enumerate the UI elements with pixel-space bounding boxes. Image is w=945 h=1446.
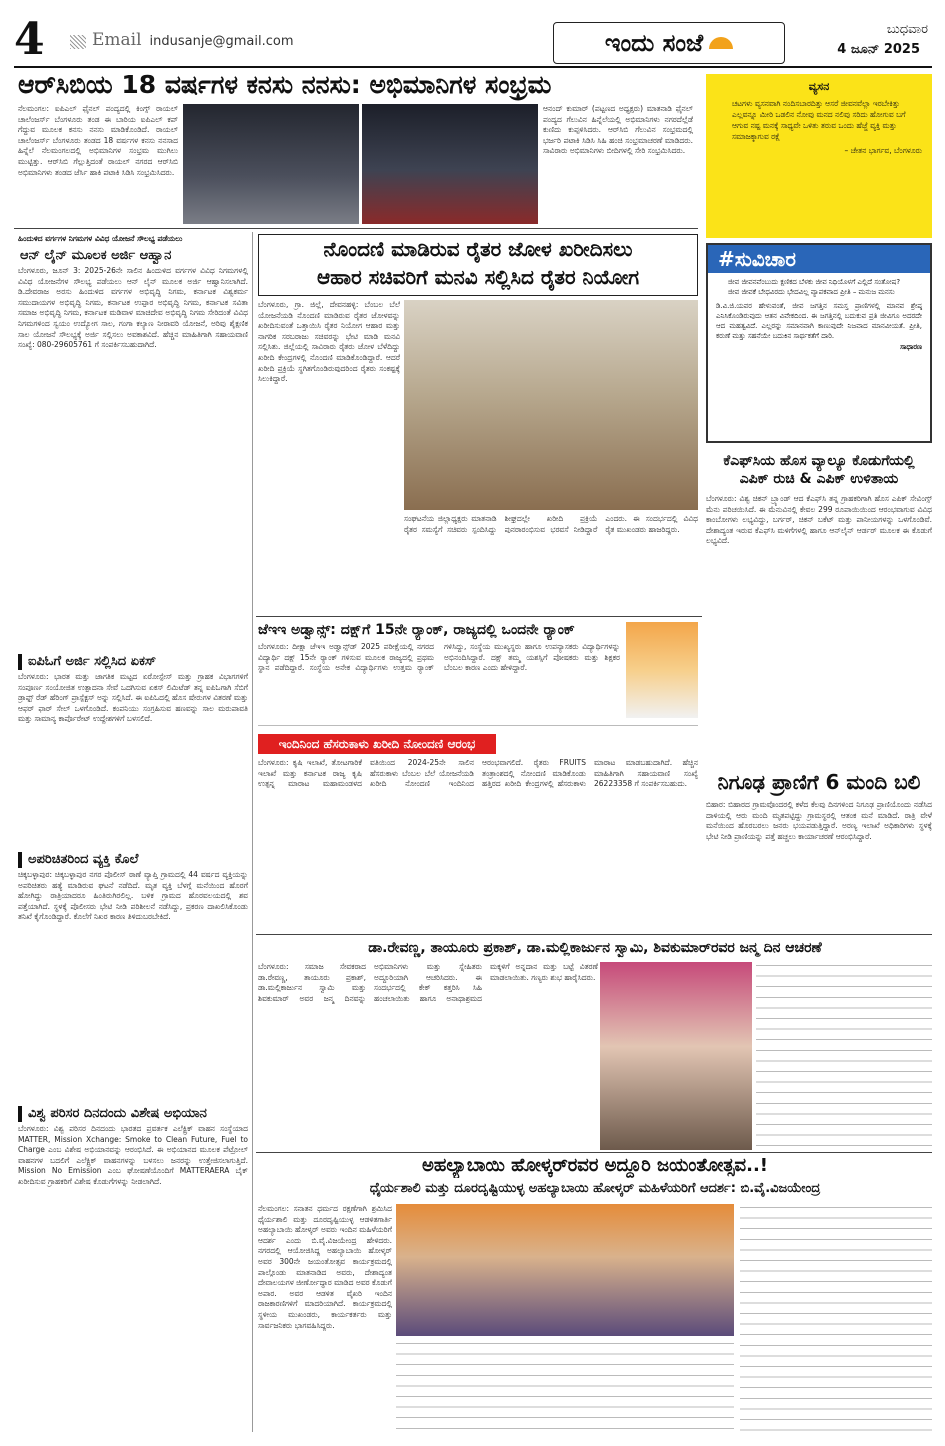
- rcb-right-text: ಆನಂದ್ ಕುಮಾರ್ (ಪಟ್ಟಣದ ಅಧ್ಯಕ್ಷರು) ಮಾತನಾಡಿ ಫೈನಲ್ ಪಂದ್ಯದ ಗೆಲುವಿನ ಹಿನ್ನೆಲೆಯಲ್ಲಿ ಅಭಿಮಾನಿಗಳು ನಗರದೆಲ್ಲೆಡೆ ಕುಣಿದು ಕುಪ್ಪಳಿಸಿದರು. ಆರ್‌ಸಿಬಿ ಗೆಲುವಿನ ಸಂಭ್ರಮದಲ್ಲಿ ಭರ್ಜರಿ ಪಟಾಕಿ ಸಿಡಿಸಿ ಸಿಹಿ ಹಂಚಿ ಸಂಭ್ರಮಾಚರಣೆ ಮಾಡಿದರು. ಸಾವಿರಾರು ಅಭಿಮಾನಿಗಳು ಬೀದಿಗಳಲ್ಲಿ ಸೇರಿ ಸಂಭ್ರಮಿಸಿದರು.: [543, 104, 693, 156]
- email-label: Email: [92, 30, 142, 50]
- email-address: indusanje@gmail.com: [149, 34, 294, 49]
- kfc-text: ಬೆಂಗಳೂರು: ವಿಶ್ವ ಚಿಕನ್ ಬ್ರ್ಯಾಂಡ್ ಆದ ಕೆಎಫ್‌ಸಿ ತನ್ನ ಗ್ರಾಹಕರಿಗಾಗಿ ಹೊಸ ಎಪಿಕ್ ಸೇವಿಂಗ್ಸ್ ಮೆನು ಪರಿಚಯಿಸಿದೆ. ಈ ಮೆನುವಿನಲ್ಲಿ ಕೇವಲ 299 ರೂಪಾಯಿಯಿಂದ ಆರಂಭವಾಗುವ ವಿವಿಧ ಕಾಂಬೋಗಳು ಲಭ್ಯವಿದ್ದು, ಬರ್ಗರ್, ಚಿಕನ್ ಬಕೆಟ್ ಮತ್ತು ಪಾನೀಯಗಳನ್ನು ಒಳಗೊಂಡಿವೆ. ದೇಶಾದ್ಯಂತ ಇರುವ ಕೆಎಫ್‌ಸಿ ಮಳಿಗೆಗಳಲ್ಲಿ ಹಾಗೂ ಆನ್‌ಲೈನ್ ಆರ್ಡರ್ ಮೂಲಕ ಈ ಕೊಡುಗೆ ಲಭ್ಯವಿದೆ.: [706, 494, 932, 546]
- kfc-headline-1: ಕೆಎಫ್‌ಸಿಯ ಹೊಸ ವ್ಯಾಲ್ಯೂ ಕೊಡುಗೆಯಲ್ಲಿ: [723, 453, 915, 469]
- jobs-kicker: ಹಿಂದುಳಿದ ವರ್ಗಗಳ ನಿಗಮಗಳ ವಿವಿಧ ಯೋಜನೆ ಸೌಲಭ್ಯ ಪಡೆಯಲು: [18, 234, 183, 243]
- stampede-headline: ನಿಗೂಢ ಪ್ರಾಣಿಗೆ 6 ಮಂದಿ ಬಲಿ: [717, 770, 921, 794]
- rcb-photo-street: [362, 104, 538, 224]
- moong-headline: ಇಂದಿನಿಂದ ಹೆಸರುಕಾಳು ಖರೀದಿ ನೋಂದಣಿ ಆರಂಭ: [258, 734, 496, 754]
- environment-text: ಬೆಂಗಳೂರು: ವಿಶ್ವ ಪರಿಸರ ದಿನದಂದು ಭಾರತದ ಪ್ರವರ್ತಕ ಎಲೆಕ್ಟ್ರಿಕ್ ವಾಹನ ಸಂಸ್ಥೆಯಾದ MATTER, Mission Xchange: Smoke to Clean Future, Fuel to Charge ಎಂಬ ವಿಶೇಷ ಅಭಿಯಾನವನ್ನು ಆರಂಭಿಸಿದೆ. ಈ ಅಭಿಯಾನದ ಮೂಲಕ ಪೆಟ್ರೋಲ್ ವಾಹನಗಳ ಬದಲಿಗೆ ಎಲೆಕ್ಟ್ರಿಕ್ ವಾಹನಗಳನ್ನು ಬಳಸಲು ಜನರನ್ನು ಉತ್ತೇಜಿಸಲಾಗುತ್ತಿದೆ. Mission No Emission ಎಂಬ ಘೋಷಣೆಯೊಂದಿಗೆ MATTERAERA ಬೈಕ್ ಖರೀದಿಸುವ ಗ್ರಾಹಕರಿಗೆ ವಿಶೇಷ ಕೊಡುಗೆಗಳನ್ನು ನೀಡಲಾಗಿದೆ.: [18, 1124, 248, 1186]
- ahalya-text-right: [740, 1204, 932, 1434]
- pattern-icon: [70, 35, 86, 49]
- ahalya-text: ನೆಲಮಂಗಲ: ಸನಾತನ ಧರ್ಮದ ರಕ್ಷಣೆಗಾಗಿ ಶ್ರಮಿಸಿದ ಧೈರ್ಯಶಾಲಿ ಮತ್ತು ದೂರದೃಷ್ಟಿಯುಳ್ಳ ಆಡಳಿತಗಾರ್ತಿ ಅಹಲ್ಯಾಬಾಯಿ ಹೋಳ್ಕರ್ ಅವರು ಇಂದಿನ ಮಹಿಳೆಯರಿಗೆ ಆದರ್ಶ ಎಂದು ಬಿ.ವೈ.ವಿಜಯೇಂದ್ರ ಹೇಳಿದರು. ನಗರದಲ್ಲಿ ಆಯೋಜಿಸಿದ್ದ ಅಹಲ್ಯಾಬಾಯಿ ಹೋಳ್ಕರ್ ಅವರ 300ನೇ ಜಯಂತೋತ್ಸವ ಕಾರ್ಯಕ್ರಮದಲ್ಲಿ ಪಾಲ್ಗೊಂಡು ಮಾತನಾಡಿದ ಅವರು, ದೇಶಾದ್ಯಂತ ದೇವಾಲಯಗಳ ಜೀರ್ಣೋದ್ಧಾರ ಮಾಡಿದ ಅವರ ಕೊಡುಗೆ ಅಪಾರ. ಅವರ ಆಡಳಿತ ವೈಖರಿ ಇಂದಿನ ರಾಜಕಾರಣಿಗಳಿಗೆ ಮಾದರಿಯಾಗಿದೆ. ಕಾರ್ಯಕ್ರಮದಲ್ಲಿ ಸ್ಥಳೀಯ ಮುಖಂಡರು, ಕಾರ್ಯಕರ್ತರು ಮತ್ತು ಸಾರ್ವಜನಿಕರು ಭಾಗವಹಿಸಿದ್ದರು.: [258, 1204, 392, 1330]
- jee-headline: ಜೆಇಇ ಅಡ್ವಾನ್ಸ್: ದಕ್ಷ್‌ಗೆ 15ನೇ ರ‍್ಯಾಂಕ್, ರಾಜ್ಯದಲ್ಲಿ ಒಂದನೇ ರ‍್ಯಾಂಕ್: [258, 622, 575, 638]
- kfc-headline: [706, 452, 932, 488]
- jobs-title: ಆನ್ ಲೈನ್ ಮೂಲಕ ಅರ್ಜಿ ಆಹ್ವಾನ: [20, 248, 172, 263]
- murder-text: ಚಿಕ್ಕಬಳ್ಳಾಪುರ: ಚಿಕ್ಕಬಳ್ಳಾಪುರ ನಗರ ಪೊಲೀಸ್ ಠಾಣೆ ವ್ಯಾಪ್ತಿ ಗ್ರಾಮದಲ್ಲಿ 44 ವರ್ಷದ ವ್ಯಕ್ತಿಯನ್ನು ಅಪರಿಚಿತರು ಹತ್ಯೆ ಮಾಡಿರುವ ಘಟನೆ ನಡೆದಿದೆ. ಮೃತ ವ್ಯಕ್ತಿ ಬೆಳಗ್ಗೆ ಮನೆಯಿಂದ ಹೊರಗೆ ಹೋಗಿದ್ದು ರಾತ್ರಿಯಾದರೂ ಹಿಂತಿರುಗಿರಲಿಲ್ಲ. ಬಳಿಕ ಗ್ರಾಮದ ಹೊರವಲಯದಲ್ಲಿ ಶವ ಪತ್ತೆಯಾಗಿದೆ. ಸ್ಥಳಕ್ಕೆ ಪೊಲೀಸರು ಭೇಟಿ ನೀಡಿ ಪರಿಶೀಲನೆ ನಡೆಸಿದ್ದು, ಪ್ರಕರಣ ದಾಖಲಿಸಿಕೊಂಡು ತನಿಖೆ ಕೈಗೊಂಡಿದ್ದಾರೆ. ಕೊಲೆಗೆ ನಿಖರ ಕಾರಣ ತಿಳಿದುಬರಬೇಕಿದೆ.: [18, 870, 248, 922]
- vyasana-poem: ಚಟಗಳು ವ್ಯಸನವಾಗಿ ನಂದಿಸಬಾರದಿತ್ತು ಆಸರೆ ಜೀವನವೆಲ್ಲಾ ಇರಬೇಕಿತ್ತು ಎಲ್ಲವನ್ನೂ ಮೀರಿ ಒಡಲಿನ ನೋವು ಮನದ ನಲಿವು ಸರಿದು ಹೋಗುವ ಬಗೆ ಆಗುವ ನಷ್ಟ ಮನಕ್ಕೆ ಸಾಧ್ಯವೇ ಒಳಿತು ತರುವ ಒಂದು ಹೆಜ್ಜೆ ವ್ಯಕ್ತಿ ಮತ್ತು ಸಮಾಜಕ್ಕಾಗುವ ರಕ್ಷೆ: [732, 99, 906, 141]
- jobs-text: ಬೆಂಗಳೂರು, ಜೂನ್ 3: 2025-26ನೇ ಸಾಲಿನ ಹಿಂದುಳಿದ ವರ್ಗಗಳ ವಿವಿಧ ನಿಗಮಗಳಲ್ಲಿ ವಿವಿಧ ಯೋಜನೆಗಳ ಸೌಲಭ್ಯ ಪಡೆಯಲು ಆನ್ ಲೈನ್ ಮೂಲಕ ಅರ್ಜಿ ಆಹ್ವಾನಿಸಲಾಗಿದೆ. ಡಿ.ದೇವರಾಜ ಅರಸು ಹಿಂದುಳಿದ ವರ್ಗಗಳ ಅಭಿವೃದ್ಧಿ ನಿಗಮ, ಕರ್ನಾಟಕ ವಿಶ್ವಕರ್ಮ ಸಮುದಾಯಗಳ ಅಭಿವೃದ್ಧಿ ನಿಗಮ, ಕರ್ನಾಟಕ ಉಪ್ಪಾರ ಅಭಿವೃದ್ಧಿ ನಿಗಮ, ಕರ್ನಾಟಕ ಸವಿತಾ ಸಮಾಜ ಅಭಿವೃದ್ಧಿ ನಿಗಮ, ಕರ್ನಾಟಕ ಮಡಿವಾಳ ಮಾಚಿದೇವ ಅಭಿವೃದ್ಧಿ ನಿಗಮ ಸೇರಿದಂತೆ ವಿವಿಧ ನಿಗಮಗಳಿಂದ ಸ್ವಯಂ ಉದ್ಯೋಗ ಸಾಲ, ಗಂಗಾ ಕಲ್ಯಾಣ ನೀರಾವರಿ ಯೋಜನೆ, ಅರಿವು ಶೈಕ್ಷಣಿಕ ಸಾಲ ಯೋಜನೆ ಸೌಲಭ್ಯಕ್ಕೆ ಅರ್ಜಿ ಸಲ್ಲಿಸಲು ಅವಕಾಶವಿದೆ. ಹೆಚ್ಚಿನ ಮಾಹಿತಿಗಾಗಿ ಸಹಾಯವಾಣಿ ಸಂಖ್ಯೆ: 080-29605761 ಗೆ ಸಂಪರ್ಕಿಸಬಹುದಾಗಿದೆ.: [18, 266, 248, 350]
- newspaper-logo: [553, 22, 785, 64]
- date-label: 4 ಜೂನ್ 2025: [837, 42, 920, 57]
- environment-title: ವಿಶ್ವ ಪರಿಸರ ದಿನದಂದು ವಿಶೇಷ ಅಭಿಯಾನ: [18, 1106, 248, 1122]
- rcb-headline: ಆರ್‌ಸಿಬಿಯ 18 ವರ್ಷಗಳ ಕನಸು ನನಸು: ಅಭಿಮಾನಿಗಳ ಸಂಭ್ರಮ: [18, 70, 552, 99]
- farmers-text-bottom: ಸಂಘಟನೆಯ ಜಿಲ್ಲಾಧ್ಯಕ್ಷರು ಮಾತನಾಡಿ ರೈತರ ಸಮಸ್ಯೆಗೆ ಸಚಿವರು ಸ್ಪಂದಿಸಿದ್ದು ಶೀಘ್ರದಲ್ಲೇ ಖರೀದಿ ಪ್ರಕ್ರಿಯೆ ಪುನರಾರಂಭಿಸುವ ಭರವಸೆ ನೀಡಿದ್ದಾರೆ ಎಂದರು. ಈ ಸಂದರ್ಭದಲ್ಲಿ ವಿವಿಧ ರೈತ ಮುಖಂಡರು ಹಾಜರಿದ್ದರು.: [404, 514, 698, 534]
- suvichara-box: [706, 243, 932, 443]
- mid-divider: [256, 934, 932, 935]
- suvichara-poem: ಜೀವ ಜೀವನವೆಂಬುದು ಕ್ಷಣಿಕದ ಬೆಳಕು ಜೀವ ನಿಧಿಯೊಳಗೆ ಎಲ್ಲಿದೆ ಸಂತೋಷ? ಜೀವ ಜೀವಕೆ ಬೇಧವಿರದು ಭೇದವಿಲ್ಲ ವ್ಯಾಪಕವಾದ ಪ್ರೀತಿ – ಮನುಜ ಮನಸು: [728, 278, 901, 296]
- ahalya-photo: [396, 1204, 734, 1336]
- email-line: [70, 30, 293, 50]
- suvichara-title: #ಸುವಿಚಾರ: [708, 245, 930, 273]
- page-number: 4: [14, 18, 45, 62]
- logo-text: ಇಂದು ಸಂಜೆ: [604, 29, 704, 57]
- rcb-photo-crowd: [183, 104, 359, 224]
- birthday-photo: [600, 962, 752, 1150]
- suvichara-credit: ಸಾಧಾರಣ: [900, 343, 922, 351]
- birthday-headline: ಡಾ.ರೇವಣ್ಣ, ತಾಯೂರು ಪ್ರಕಾಶ್, ಡಾ.ಮಲ್ಲಿಕಾರ್ಜುನ ಸ್ವಾಮಿ, ಶಿವಕುಮಾರ್‌ರವರ ಜನ್ಮ ದಿನ ಆಚರಣೆ: [368, 940, 822, 956]
- vyasana-box: [706, 74, 932, 238]
- vyasana-title: ವ್ಯಸನ: [808, 80, 830, 93]
- day-label: ಬುಧವಾರ: [886, 22, 928, 37]
- jee-text: ಬೆಂಗಳೂರು: ದೀಕ್ಷಾ ಜೆಇಇ ಅಡ್ವಾನ್ಸ್‌ಡ್ 2025 ಪರೀಕ್ಷೆಯಲ್ಲಿ ನಗರದ ವಿದ್ಯಾರ್ಥಿ ದಕ್ಷ್ 15ನೇ ರ‍್ಯಾಂಕ್ ಗಳಿಸುವ ಮೂಲಕ ರಾಜ್ಯದಲ್ಲಿ ಪ್ರಥಮ ಸ್ಥಾನ ಪಡೆದಿದ್ದಾರೆ. ಸಂಸ್ಥೆಯ ಅನೇಕ ವಿದ್ಯಾರ್ಥಿಗಳು ಉತ್ತಮ ರ‍್ಯಾಂಕ್ ಗಳಿಸಿದ್ದು, ಸಂಸ್ಥೆಯ ಮುಖ್ಯಸ್ಥರು ಹಾಗೂ ಉಪನ್ಯಾಸಕರು ವಿದ್ಯಾರ್ಥಿಗಳನ್ನು ಅಭಿನಂದಿಸಿದ್ದಾರೆ. ದಕ್ಷ್ ತಮ್ಮ ಯಶಸ್ಸಿಗೆ ಪೋಷಕರು ಮತ್ತು ಶಿಕ್ಷಕರ ಬೆಂಬಲ ಕಾರಣ ಎಂದು ಹೇಳಿದ್ದಾರೆ.: [258, 642, 620, 673]
- farmers-text: ಬೆಂಗಳೂರು, ಗ್ರಾ. ಜಿಲ್ಲೆ, ದೇವನಹಳ್ಳಿ: ಬೆಂಬಲ ಬೆಲೆ ಯೋಜನೆಯಡಿ ನೊಂದಣಿ ಮಾಡಿರುವ ರೈತರ ಜೋಳವನ್ನು ಖರೀದಿಸುವಂತೆ ಒತ್ತಾಯಿಸಿ ರೈತರ ನಿಯೋಗ ಆಹಾರ ಮತ್ತು ನಾಗರಿಕ ಸರಬರಾಜು ಸಚಿವರನ್ನು ಭೇಟಿ ಮಾಡಿ ಮನವಿ ಸಲ್ಲಿಸಿತು. ಜಿಲ್ಲೆಯಲ್ಲಿ ಸಾವಿರಾರು ರೈತರು ಜೋಳ ಬೆಳೆದಿದ್ದು ಖರೀದಿ ಕೇಂದ್ರಗಳಲ್ಲಿ ನೊಂದಣಿ ಮಾಡಿಕೊಂಡಿದ್ದಾರೆ. ಆದರೆ ಖರೀದಿ ಪ್ರಕ್ರಿಯೆ ಸ್ಥಗಿತಗೊಂಡಿರುವುದರಿಂದ ರೈತರು ಸಂಕಷ್ಟಕ್ಕೆ ಸಿಲುಕಿದ್ದಾರೆ.: [258, 300, 400, 384]
- jee-text-continued: [258, 722, 698, 730]
- vyasana-credit: – ಚೇತನ ಭಾರ್ಗವ, ಬೆಂಗಳೂರು: [844, 146, 922, 155]
- rcb-left-text: ನೆಲಮಂಗಲ: ಐಪಿಎಲ್ ಫೈನಲ್ ಪಂದ್ಯದಲ್ಲಿ ಕಿಂಗ್ಸ್ ರಾಯಲ್ ಚಾಲೆಂಜರ್ಸ್ ಬೆಂಗಳೂರು ತಂಡ ಈ ಬಾರಿಯ ಐಪಿಎಲ್ ಕಪ್ ಗೆದ್ದುವ ಮೂಲಕ ಕನಸು ನನಸು ಮಾಡಿಕೊಂಡಿದೆ. ರಾಯಲ್ ಚಾಲೆಂಜರ್ಸ್ ಬೆಂಗಳೂರು ತಂಡದ 18 ವರ್ಷಗಳ ಕನಸು ನನಸಾದ ಹಿನ್ನೆಲೆ ನೆಲಮಂಗಲದಲ್ಲಿ ಅಭಿಮಾನಿಗಳ ಸಂಭ್ರಮ ಮುಗಿಲು ಮುಟ್ಟಿತ್ತು. ಆರ್‌ಸಿಬಿ ಗೆಲ್ಲುತ್ತಿದಂತೆ ರಾಯಲ್ ನಗರದ ಆರ್‌ಸಿಬಿ ಅಭಿಮಾನಿಗಳು ತಂಡದ ಜೆರ್ಸಿ ಹಾಕಿ ಪಟಾಕಿ ಸಿಡಿಸಿ ಸಂಭ್ರಮಿಸಿದರು.: [18, 104, 178, 177]
- ipo-title: ಐಪಿಓಗೆ ಅರ್ಜಿ ಸಲ್ಲಿಸಿದ ಏಕಸ್: [18, 654, 248, 670]
- left-column-divider: [252, 232, 253, 1432]
- birthday-text: ಬೆಂಗಳೂರು: ಸಮಾಜ ಸೇವಕರಾದ ಡಾ.ರೇವಣ್ಣ, ತಾಯೂರು ಪ್ರಕಾಶ್, ಡಾ.ಮಲ್ಲಿಕಾರ್ಜುನ ಸ್ವಾಮಿ ಮತ್ತು ಶಿವಕುಮಾರ್ ಅವರ ಜನ್ಮ ದಿನವನ್ನು ಅಭಿಮಾನಿಗಳು ಮತ್ತು ಸ್ನೇಹಿತರು ಅದ್ದೂರಿಯಾಗಿ ಆಚರಿಸಿದರು. ಈ ಸಂದರ್ಭದಲ್ಲಿ ಕೇಕ್ ಕತ್ತರಿಸಿ ಸಿಹಿ ಹಂಚಲಾಯಿತು ಹಾಗೂ ಅನಾಥಾಶ್ರಮದ ಮಕ್ಕಳಿಗೆ ಅನ್ನದಾನ ಮತ್ತು ಬಟ್ಟೆ ವಿತರಣೆ ಮಾಡಲಾಯಿತು. ಗಣ್ಯರು ಶುಭ ಹಾರೈಸಿದರು.: [258, 962, 598, 1003]
- farmers-headline-1: ನೊಂದಣಿ ಮಾಡಿರುವ ರೈತರ ಜೋಳ ಖರೀದಿಸಲು: [323, 237, 633, 261]
- ahalya-text-lower: [396, 1340, 734, 1434]
- ahalya-headline-1: ಅಹಲ್ಯಾಬಾಯಿ ಹೋಳ್ಕರ್‌ರವರ ಅದ್ದೂರಿ ಜಯಂತೋತ್ಸವ..!: [421, 1155, 769, 1176]
- birthday-text-continued: [756, 962, 932, 1146]
- farmers-headline-box: [258, 234, 698, 296]
- birthday-divider: [256, 1152, 932, 1153]
- ipo-text: ಬೆಂಗಳೂರು: ಭಾರತ ಮತ್ತು ಜಾಗತಿಕ ಮಟ್ಟದ ಏರೋಸ್ಪೇಸ್ ಮತ್ತು ಗ್ರಾಹಕ ವಿಭಾಗಗಳಿಗೆ ಸಂಪೂರ್ಣ ಸಂಯೋಜಿತ ಉತ್ಪಾದನಾ ಸೇವೆ ಒದಗಿಸುವ ಏಕಸ್ ಲಿಮಿಟೆಡ್ ತನ್ನ ಐಪಿಓಗಾಗಿ ಸೆಬಿಗೆ ಡ್ರಾಫ್ಟ್ ರೆಡ್ ಹೆರಿಂಗ್ ಪ್ರಾಸ್ಪೆಕ್ಟಸ್ ಅನ್ನು ಸಲ್ಲಿಸಿದೆ. ಈ ಐಪಿಓದಲ್ಲಿ ಹೊಸ ಷೇರುಗಳ ವಿತರಣೆ ಮತ್ತು ಆಫರ್ ಫಾರ್ ಸೇಲ್ ಒಳಗೊಂಡಿದೆ. ಕಂಪನಿಯು ಸಂಗ್ರಹಿಸುವ ಹಣವನ್ನು ಸಾಲ ಮರುಪಾವತಿ ಮತ್ತು ಸಾಮಾನ್ಯ ಕಾರ್ಪೊರೇಟ್ ಉದ್ದೇಶಗಳಿಗೆ ಬಳಸಲಿದೆ.: [18, 672, 248, 724]
- murder-title: ಅಪರಿಚಿತರಿಂದ ವ್ಯಕ್ತಿ ಕೊಲೆ: [18, 852, 248, 868]
- jee-student-photo: [626, 622, 698, 718]
- sun-icon: [709, 37, 733, 49]
- kfc-headline-2: ಎಪಿಕ್ ರುಚಿ & ಎಪಿಕ್ ಉಳಿತಾಯ: [739, 471, 899, 487]
- farmers-divider: [256, 616, 702, 617]
- rcb-divider: [14, 228, 698, 229]
- suvichara-body: ಡಿ.ವಿ.ಜಿ.ಯವರ ಹೇಳುವಂತೆ, ಜೀವ ಜಗತ್ತಿನ ಸಮಸ್ತ ಪ್ರಾಣಿಗಳಲ್ಲಿ ಮಾನವ ಶ್ರೇಷ್ಠ ಎನಿಸಿಕೊಂಡಿರುವುದು ಆತನ ವಿವೇಕದಿಂದ. ಈ ಜಗತ್ತಿನಲ್ಲಿ ಬದುಕುವ ಪ್ರತಿ ಜೀವಿಗೂ ಅದರದೇ ಆದ ಮಹತ್ವವಿದೆ. ಎಲ್ಲರನ್ನು ಸಮಾನವಾಗಿ ಕಾಣುವುದೇ ನಿಜವಾದ ಮಾನವೀಯತೆ. ಪ್ರೀತಿ, ಕರುಣೆ ಮತ್ತು ಸಹನೆಯೇ ಬದುಕಿನ ಸಾರ್ಥಕತೆಗೆ ದಾರಿ.: [716, 302, 922, 340]
- ahalya-headline-2: ಧೈರ್ಯಶಾಲಿ ಮತ್ತು ದೂರದೃಷ್ಟಿಯುಳ್ಳ ಅಹಲ್ಯಾಬಾಯಿ ಹೋಳ್ಕರ್ ಮಹಿಳೆಯರಿಗೆ ಆದರ್ಶ: ಬಿ.ವೈ.ವಿಜಯೇಂದ್ರ: [369, 1181, 821, 1196]
- stampede-text: ಬಿಹಾರ: ಬಿಹಾರದ ಗ್ರಾಮವೊಂದರಲ್ಲಿ ಕಳೆದ ಕೆಲವು ದಿನಗಳಿಂದ ನಿಗೂಢ ಪ್ರಾಣಿಯೊಂದು ನಡೆಸಿದ ದಾಳಿಯಲ್ಲಿ ಆರು ಮಂದಿ ಮೃತಪಟ್ಟಿದ್ದು ಗ್ರಾಮಸ್ಥರಲ್ಲಿ ಆತಂಕ ಮನೆ ಮಾಡಿದೆ. ರಾತ್ರಿ ವೇಳೆ ಮನೆಯಿಂದ ಹೊರಬರಲು ಜನರು ಭಯಪಡುತ್ತಿದ್ದಾರೆ. ಅರಣ್ಯ ಇಲಾಖೆ ಅಧಿಕಾರಿಗಳು ಸ್ಥಳಕ್ಕೆ ಭೇಟಿ ನೀಡಿ ಪ್ರಾಣಿಯನ್ನು ಪತ್ತೆ ಹಚ್ಚಲು ಕಾರ್ಯಾಚರಣೆ ಆರಂಭಿಸಿದ್ದಾರೆ.: [706, 800, 932, 841]
- moong-text: ಬೆಂಗಳೂರು: ಕೃಷಿ ಇಲಾಖೆ, ತೋಟಗಾರಿಕೆ ಇಲಾಖೆ ಮತ್ತು ಕರ್ನಾಟಕ ರಾಜ್ಯ ಕೃಷಿ ಉತ್ಪನ್ನ ಮಾರಾಟ ಮಹಾಮಂಡಳದ ವತಿಯಿಂದ 2024-25ನೇ ಸಾಲಿನ ಹೆಸರುಕಾಳು ಬೆಂಬಲ ಬೆಲೆ ಯೋಜನೆಯಡಿ ಖರೀದಿ ನೋಂದಣಿ ಇಂದಿನಿಂದ ಆರಂಭವಾಗಲಿದೆ. ರೈತರು FRUITS ತಂತ್ರಾಂಶದಲ್ಲಿ ನೋಂದಣಿ ಮಾಡಿಕೊಂಡು ಹತ್ತಿರದ ಖರೀದಿ ಕೇಂದ್ರಗಳಲ್ಲಿ ಹೆಸರುಕಾಳು ಮಾರಾಟ ಮಾಡಬಹುದಾಗಿದೆ. ಹೆಚ್ಚಿನ ಮಾಹಿತಿಗಾಗಿ ಸಹಾಯವಾಣಿ ಸಂಖ್ಯೆ 26223358 ಗೆ ಸಂಪರ್ಕಿಸಬಹುದು.: [258, 758, 698, 789]
- farmers-headline-2: ಆಹಾರ ಸಚಿವರಿಗೆ ಮನವಿ ಸಲ್ಲಿಸಿದ ರೈತರ ನಿಯೋಗ: [316, 265, 640, 289]
- farmers-meeting-photo: [404, 300, 698, 510]
